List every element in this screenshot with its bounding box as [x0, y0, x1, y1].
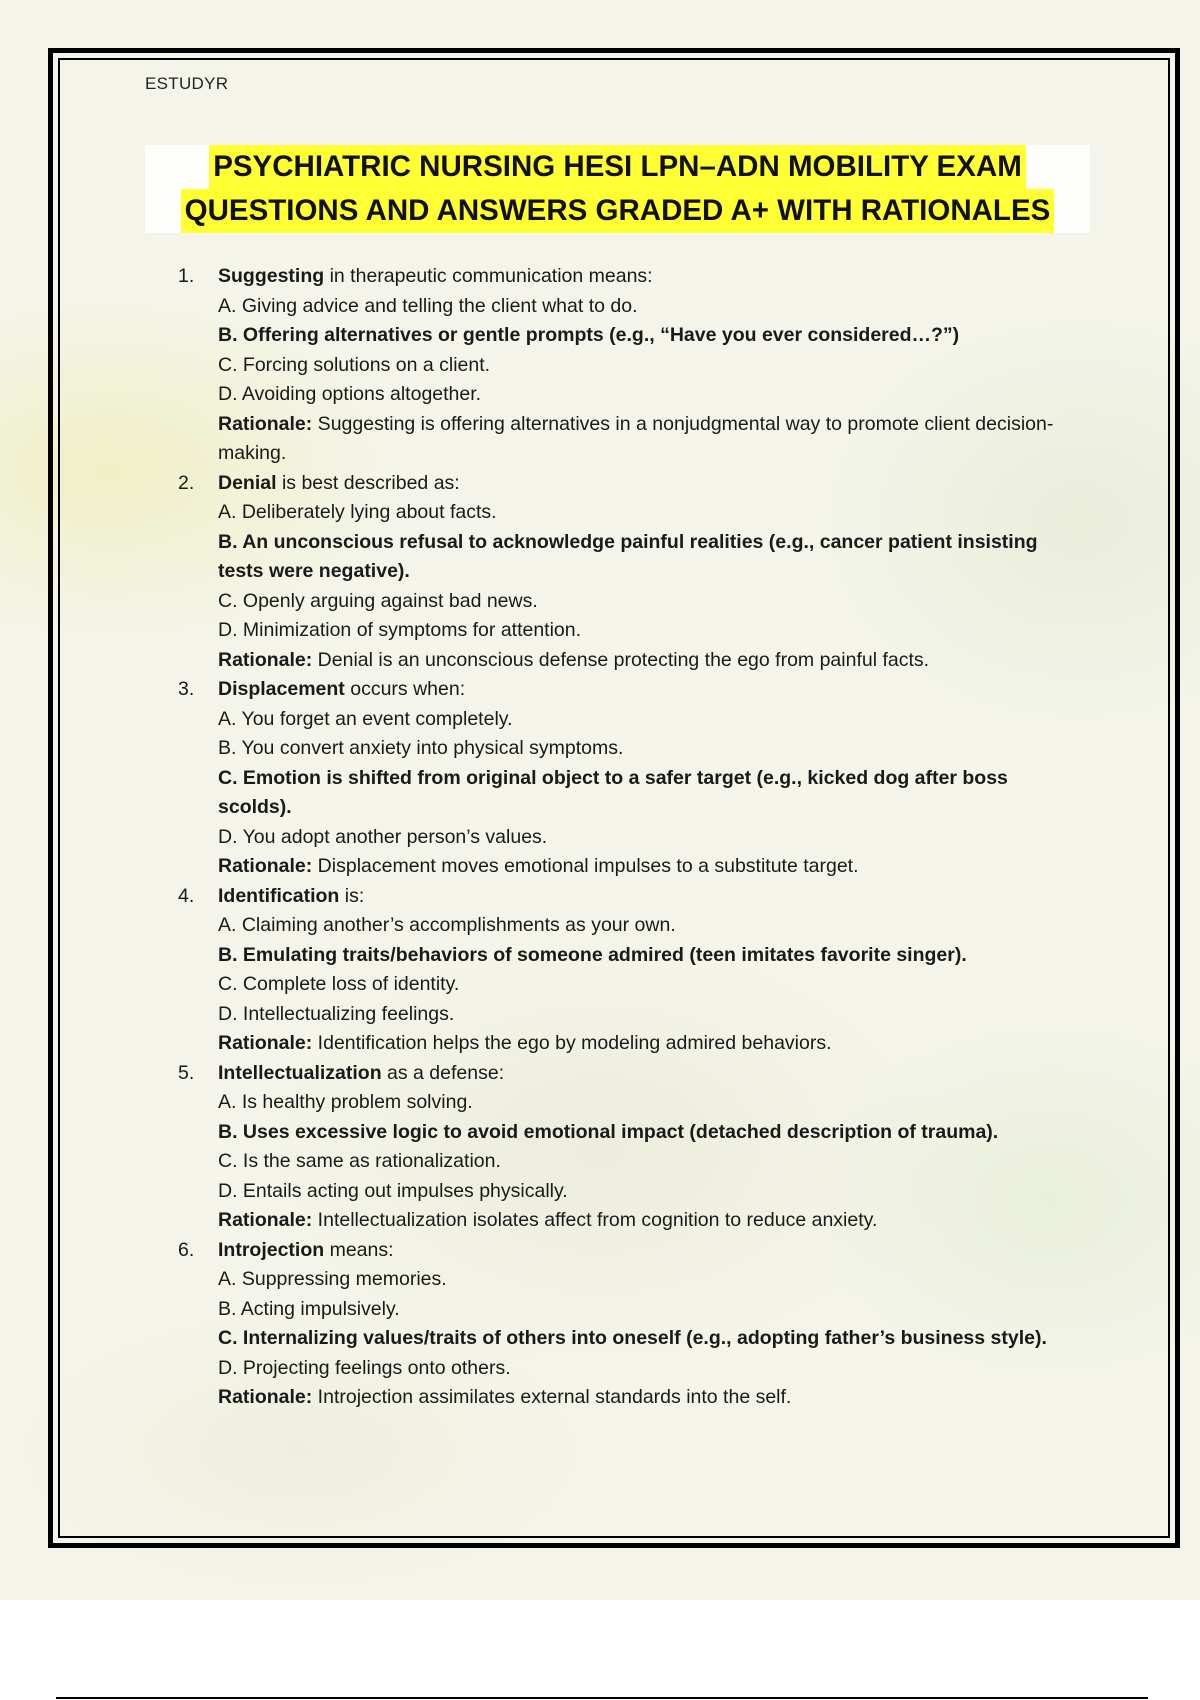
- rationale: [218, 1383, 1078, 1413]
- question-stem-text: means:: [324, 1238, 394, 1261]
- question-term: Identification: [218, 884, 340, 907]
- answer-option: C. Openly arguing against bad news.: [218, 589, 538, 612]
- answer-option-correct: B. Emulating traits/behaviors of someone admired (teen imitates favorite singer).: [218, 943, 967, 966]
- rationale-label: Rationale:: [218, 648, 313, 671]
- question-term: Displacement: [218, 678, 345, 700]
- rationale-label: Rationale:: [218, 1209, 313, 1231]
- rationale-text: Displacement moves emotional impulses to a substitute target.: [312, 855, 859, 877]
- question-item: [178, 469, 1078, 676]
- answer-option-correct: B. An unconscious refusal to acknowledge painful realities (e.g., cancer patient insisting tests were negative).: [218, 530, 1038, 582]
- rationale: [218, 646, 1078, 676]
- question-term: Suggesting: [218, 265, 325, 287]
- question-number: 5.: [178, 1061, 195, 1084]
- rationale: [218, 410, 1078, 469]
- answer-option: B. You convert anxiety into physical symptoms.: [218, 737, 624, 759]
- question-stem: [218, 1236, 1078, 1266]
- question-number: 3.: [178, 678, 195, 700]
- question-item: [178, 882, 1078, 1059]
- rationale-text: Suggesting is offering alternatives in a nonjudgmental way to promote client decision-making.: [218, 412, 1054, 464]
- answer-option: B. Acting impulsively.: [218, 1297, 400, 1320]
- answer-option: A. Claiming another’s accomplishments as your own.: [218, 914, 676, 936]
- answer-option: D. Entails acting out impulses physically.: [218, 1179, 568, 1202]
- answer-option: A. You forget an event completely.: [218, 707, 513, 730]
- question-item: [178, 262, 1078, 469]
- question-term: Intellectualization: [218, 1061, 382, 1084]
- answer-option-correct: C. Internalizing values/traits of others into oneself (e.g., adopting father’s business style).: [218, 1327, 1047, 1349]
- answer-option: D. Intellectualizing feelings.: [218, 1002, 455, 1025]
- brand-label: ESTUDYR: [145, 74, 229, 93]
- answer-option: D. Projecting feelings onto others.: [218, 1356, 511, 1379]
- title-line-2: QUESTIONS AND ANSWERS GRADED A+ WITH RATIONALES: [181, 189, 1055, 233]
- rationale-text: Denial is an unconscious defense protecting the ego from painful facts.: [312, 648, 930, 671]
- answer-option: D. Avoiding options altogether.: [218, 383, 482, 405]
- question-stem: [218, 882, 1078, 912]
- answer-option: C. Forcing solutions on a client.: [218, 353, 491, 376]
- rationale-label: Rationale:: [218, 1386, 313, 1408]
- answer-option: C. Is the same as rationalization.: [218, 1150, 501, 1172]
- question-number: 4.: [178, 884, 195, 907]
- document-title: [145, 145, 1090, 233]
- question-stem: [218, 262, 1078, 292]
- question-item: [178, 1236, 1078, 1413]
- answer-option-correct: B. Uses excessive logic to avoid emotional impact (detached description of trauma).: [218, 1120, 999, 1143]
- question-stem-text: is best described as:: [276, 471, 460, 494]
- rationale: [218, 852, 1078, 882]
- rationale-label: Rationale:: [218, 855, 313, 877]
- rationale-text: Intellectualization isolates affect from cognition to reduce anxiety.: [312, 1209, 878, 1231]
- question-stem-text: as a defense:: [381, 1061, 505, 1084]
- question-stem: [218, 1059, 1078, 1089]
- question-item: [178, 1059, 1078, 1236]
- rationale-label: Rationale:: [218, 412, 313, 435]
- answer-option: D. Minimization of symptoms for attention.: [218, 619, 582, 641]
- question-number: 1.: [178, 265, 195, 287]
- question-number: 6.: [178, 1238, 195, 1261]
- title-line-1: PSYCHIATRIC NURSING HESI LPN–ADN MOBILITY EXAM: [209, 145, 1026, 189]
- question-list: [178, 262, 1078, 1413]
- answer-option: A. Suppressing memories.: [218, 1268, 447, 1290]
- question-term: Introjection: [218, 1238, 325, 1261]
- question-stem: [218, 675, 1078, 705]
- answer-option: D. You adopt another person’s values.: [218, 825, 548, 848]
- answer-option: A. Deliberately lying about facts.: [218, 501, 497, 523]
- question-stem-text: in therapeutic communication means:: [324, 265, 653, 287]
- question-stem-text: is:: [339, 884, 365, 907]
- answer-option: A. Is healthy problem solving.: [218, 1091, 473, 1113]
- rationale-text: Introjection assimilates external standards into the self.: [312, 1386, 792, 1408]
- rationale-text: Identification helps the ego by modeling admired behaviors.: [312, 1032, 832, 1054]
- rationale-label: Rationale:: [218, 1032, 313, 1054]
- question-term: Denial: [218, 471, 277, 494]
- footer-divider: [56, 1697, 1148, 1699]
- answer-option-correct: B. Offering alternatives or gentle prompts (e.g., “Have you ever considered…?”): [218, 324, 960, 346]
- question-stem: [218, 469, 1078, 499]
- answer-option-correct: C. Emotion is shifted from original object to a safer target (e.g., kicked dog after boss scolds).: [218, 766, 1008, 818]
- answer-option: A. Giving advice and telling the client what to do.: [218, 294, 638, 317]
- answer-option: C. Complete loss of identity.: [218, 973, 460, 995]
- rationale: [218, 1206, 1078, 1236]
- question-number: 2.: [178, 471, 195, 494]
- rationale: [218, 1029, 1078, 1059]
- question-stem-text: occurs when:: [344, 678, 466, 700]
- question-item: [178, 675, 1078, 882]
